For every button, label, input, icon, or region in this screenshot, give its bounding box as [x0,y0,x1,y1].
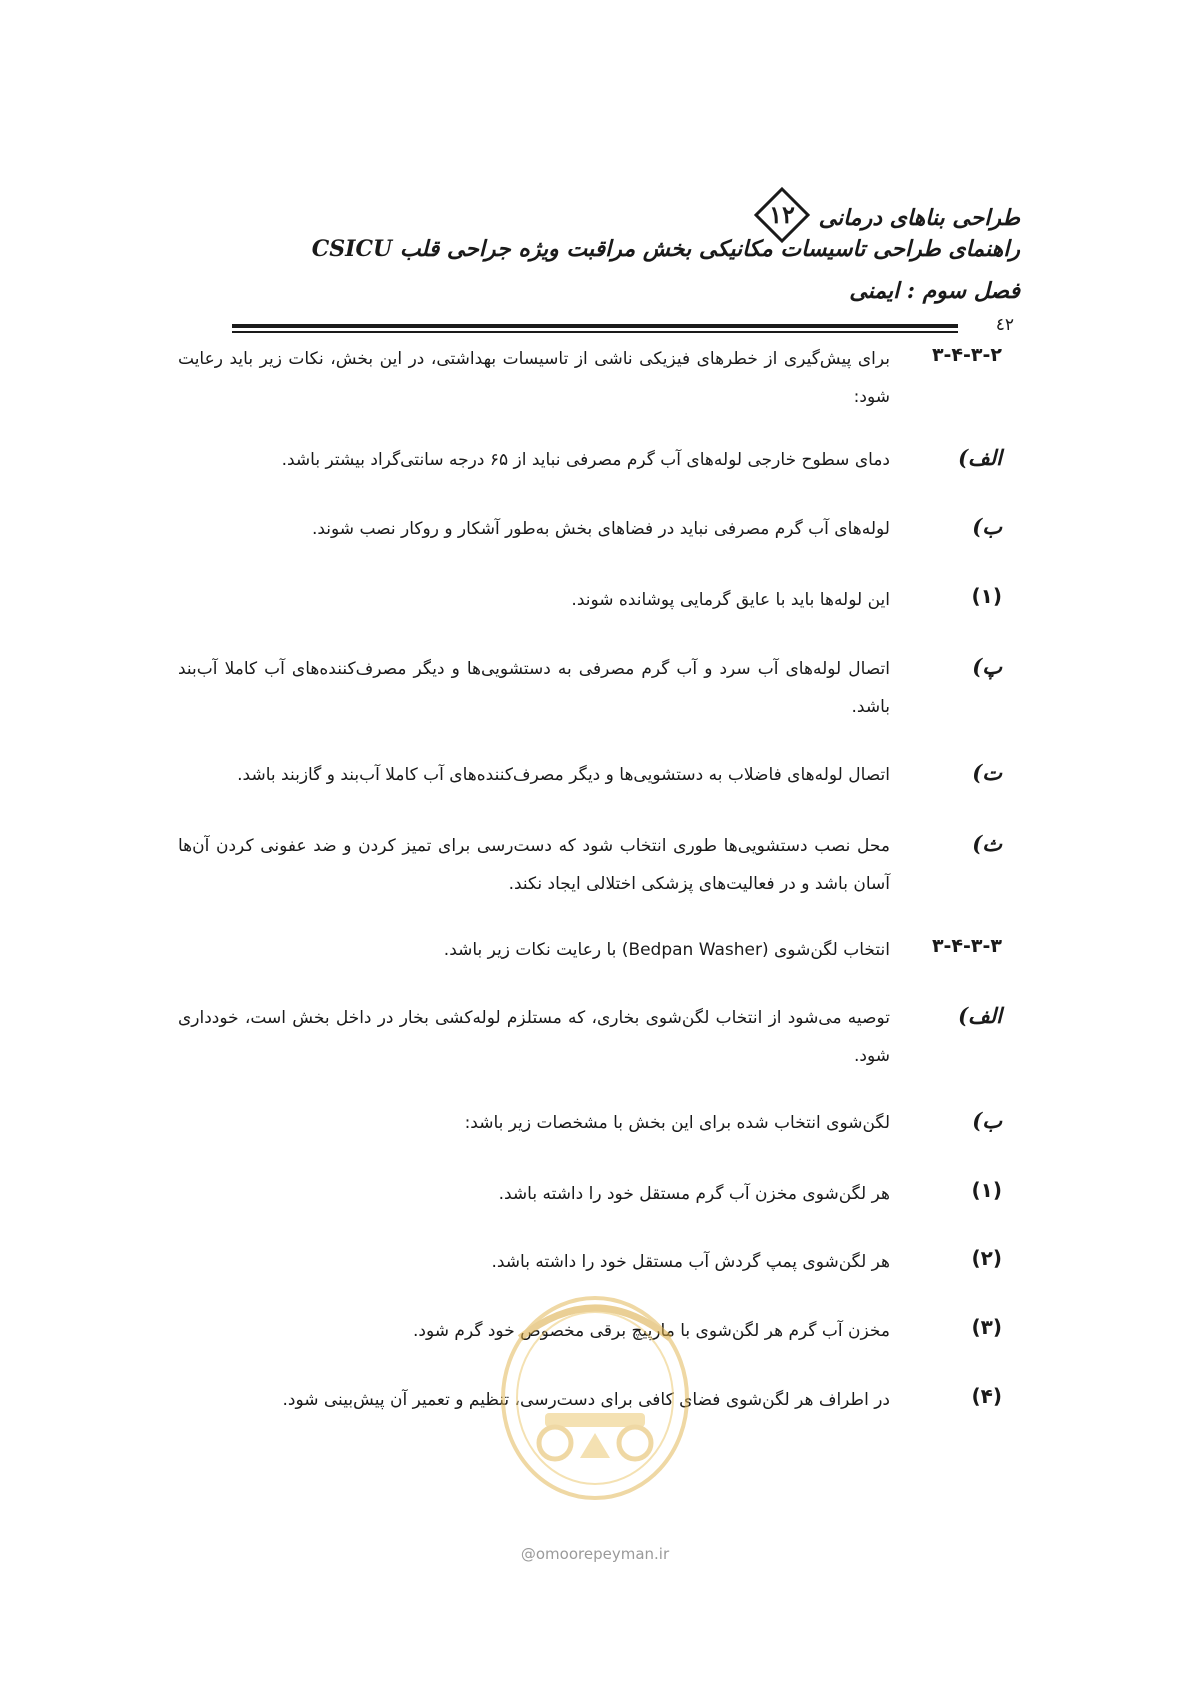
item-text: اتصال لوله‌های آب سرد و آب گرم مصرفی به دستشویی‌ها و دیگر مصرف‌کننده‌های آب کاملا آب‌بند باشد. [178,659,890,717]
page-number: ٤٢ [995,315,1014,335]
guide-title: راهنمای طراحی تاسیسات مکانیکی بخش مراقبت ویژه جراحی قلب CSICU [311,236,1020,262]
sub-item-text: مخزن آب گرم هر لگن‌شوی با مارپیچ برقی مخصوص خود گرم شود. [413,1321,890,1341]
item-text: محل نصب دستشویی‌ها طوری انتخاب شود که دست‌رسی برای تمیز کردن و ضد عفونی کردن آن‌ها آسان باشد و در فعالیت‌های پزشکی اختلالی ایجاد نکند. [178,836,890,894]
item-marker: الف) [958,1003,1002,1028]
item-marker: الف) [958,445,1002,470]
section-text: انتخاب لگن‌شوی (Bedpan Washer) با رعایت نکات زیر باشد. [443,940,890,960]
header-rule-thick [232,324,958,328]
item-text: دمای سطوح خارجی لوله‌های آب گرم مصرفی نباید از ۶۵ درجه سانتی‌گراد بیشتر باشد. [281,450,890,470]
item-text: اتصال لوله‌های فاضلاب به دستشویی‌ها و دیگر مصرف‌کننده‌های آب کاملا آب‌بند و گازبند باشد. [237,765,890,785]
volume-number: ۱۲ [769,200,795,229]
header-rule-thin [232,331,958,333]
item-marker: پ) [972,654,1002,679]
section-number: ۳-۴-۳-۳ [931,935,1002,957]
item-text: لگن‌شوی انتخاب شده برای این بخش با مشخصات زیر باشد: [464,1113,890,1133]
section-number: ۳-۴-۳-۲ [931,344,1002,366]
section-text: برای پیش‌گیری از خطرهای فیزیکی ناشی از تاسیسات بهداشتی، در این بخش، نکات زیر باید رعایت شود: [178,349,890,407]
item-marker: ت) [972,760,1002,785]
sub-item-marker: (۲) [971,1246,1002,1270]
sub-item-marker: (۱) [971,1178,1002,1202]
chapter-title: فصل سوم : ایمنی [849,278,1020,304]
watermark-url: @omoorepeyman.ir [520,1545,670,1563]
sub-item-marker: (۴) [971,1384,1002,1408]
item-marker: ب) [972,514,1002,539]
sub-item-text: هر لگن‌شوی مخزن آب گرم مستقل خود را داشته باشد. [498,1184,890,1204]
item-marker: ب) [972,1108,1002,1133]
book-title-text: طراحی بناهای درمانی [818,205,1020,231]
item-text: توصیه می‌شود از انتخاب لگن‌شوی بخاری، که مستلزم لوله‌کشی بخار در داخل بخش است، خودداری شود. [178,1008,890,1066]
sub-item-text: این لوله‌ها باید با عایق گرمایی پوشانده شوند. [571,590,890,610]
sub-item-marker: (۳) [971,1315,1002,1339]
item-text: لوله‌های آب گرم مصرفی نباید در فضاهای بخش به‌طور آشکار و روکار نصب شوند. [311,519,890,539]
sub-item-text: در اطراف هر لگن‌شوی فضای کافی برای دست‌رسی، تنظیم و تعمیر آن پیش‌بینی شود. [282,1390,890,1410]
watermark-logo [485,1268,705,1508]
sub-item-text: هر لگن‌شوی پمپ گردش آب مستقل خود را داشته باشد. [491,1252,890,1272]
item-marker: ث) [972,831,1002,856]
sub-item-marker: (۱) [971,584,1002,608]
